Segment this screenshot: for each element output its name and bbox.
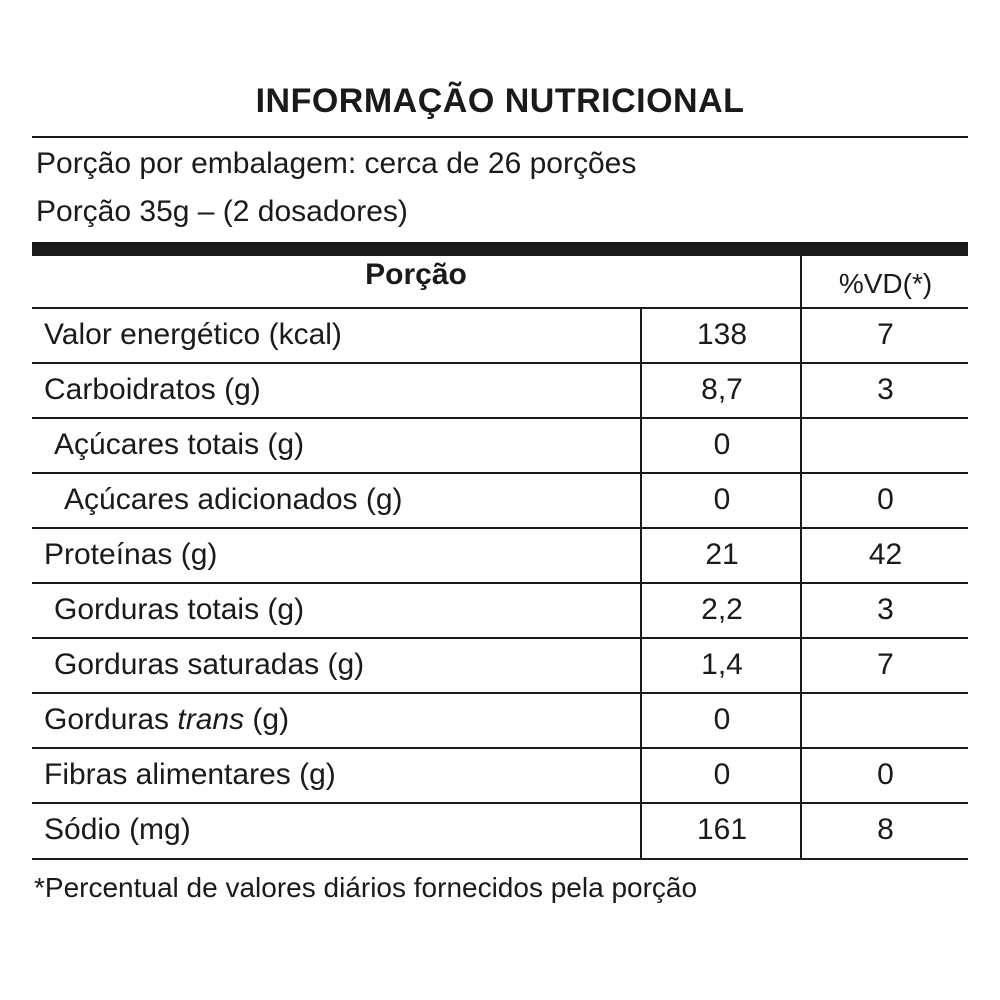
nutrient-dv-added-sugars: 0 xyxy=(877,483,894,516)
nutrient-dv-proteins: 42 xyxy=(868,538,903,571)
nutrient-label-proteins: Proteínas (g) xyxy=(44,538,218,571)
nutrient-value-added-sugars: 0 xyxy=(713,483,731,516)
trans-fat-label-suffix: (g) xyxy=(244,703,290,736)
nutrient-value-total-sugars: 0 xyxy=(713,428,731,461)
nutrient-value-total-fat: 2,2 xyxy=(701,593,743,626)
nutrient-dv-total-fat: 3 xyxy=(877,593,894,626)
trans-fat-label-prefix: Gorduras xyxy=(44,703,178,736)
nutrient-value-proteins: 21 xyxy=(705,538,739,571)
nutrient-label-saturated-fat: Gorduras saturadas (g) xyxy=(54,648,365,681)
label-title: INFORMAÇÃO NUTRICIONAL xyxy=(255,82,745,120)
nutrient-label-trans-fat xyxy=(44,692,289,748)
nutrient-dv-energy: 7 xyxy=(877,318,894,351)
nutrient-value-fiber: 0 xyxy=(713,758,731,791)
nutrient-dv-saturated-fat: 7 xyxy=(877,648,894,681)
nutrient-dv-total-sugars xyxy=(803,417,968,473)
nutrient-dv-trans-fat xyxy=(803,692,968,748)
nutrient-value-trans-fat: 0 xyxy=(713,703,731,736)
serving-size: Porção 35g – (2 dosadores) xyxy=(36,195,408,228)
servings-per-package: Porção por embalagem: cerca de 26 porções xyxy=(36,147,637,180)
nutrient-label-total-sugars: Açúcares totais (g) xyxy=(54,428,305,461)
nutrient-value-carbohydrates: 8,7 xyxy=(701,373,743,406)
nutrient-label-total-fat: Gorduras totais (g) xyxy=(54,593,305,626)
value-column-divider xyxy=(640,308,642,860)
nutrient-label-energy: Valor energético (kcal) xyxy=(44,318,342,351)
nutrient-dv-sodium: 8 xyxy=(877,813,894,846)
nutrient-label-fiber: Fibras alimentares (g) xyxy=(44,758,336,791)
footnote: *Percentual de valores diários fornecidos pela porção xyxy=(34,872,698,903)
header-portion: Porção xyxy=(365,258,467,291)
header-daily-value: %VD(*) xyxy=(838,268,933,299)
nutrient-value-sodium: 161 xyxy=(696,813,748,846)
title-divider xyxy=(32,136,968,138)
nutrient-value-energy: 138 xyxy=(696,318,748,351)
table-bottom-border xyxy=(32,858,968,860)
nutrient-label-sodium: Sódio (mg) xyxy=(44,813,191,846)
nutrient-label-added-sugars: Açúcares adicionados (g) xyxy=(64,483,403,516)
nutrient-dv-carbohydrates: 3 xyxy=(877,373,894,406)
nutrient-label-carbohydrates: Carboidratos (g) xyxy=(44,373,261,406)
nutrient-value-saturated-fat: 1,4 xyxy=(701,648,743,681)
trans-fat-label-italic: trans xyxy=(177,703,245,736)
nutrient-dv-fiber: 0 xyxy=(877,758,894,791)
thick-divider xyxy=(32,242,968,256)
